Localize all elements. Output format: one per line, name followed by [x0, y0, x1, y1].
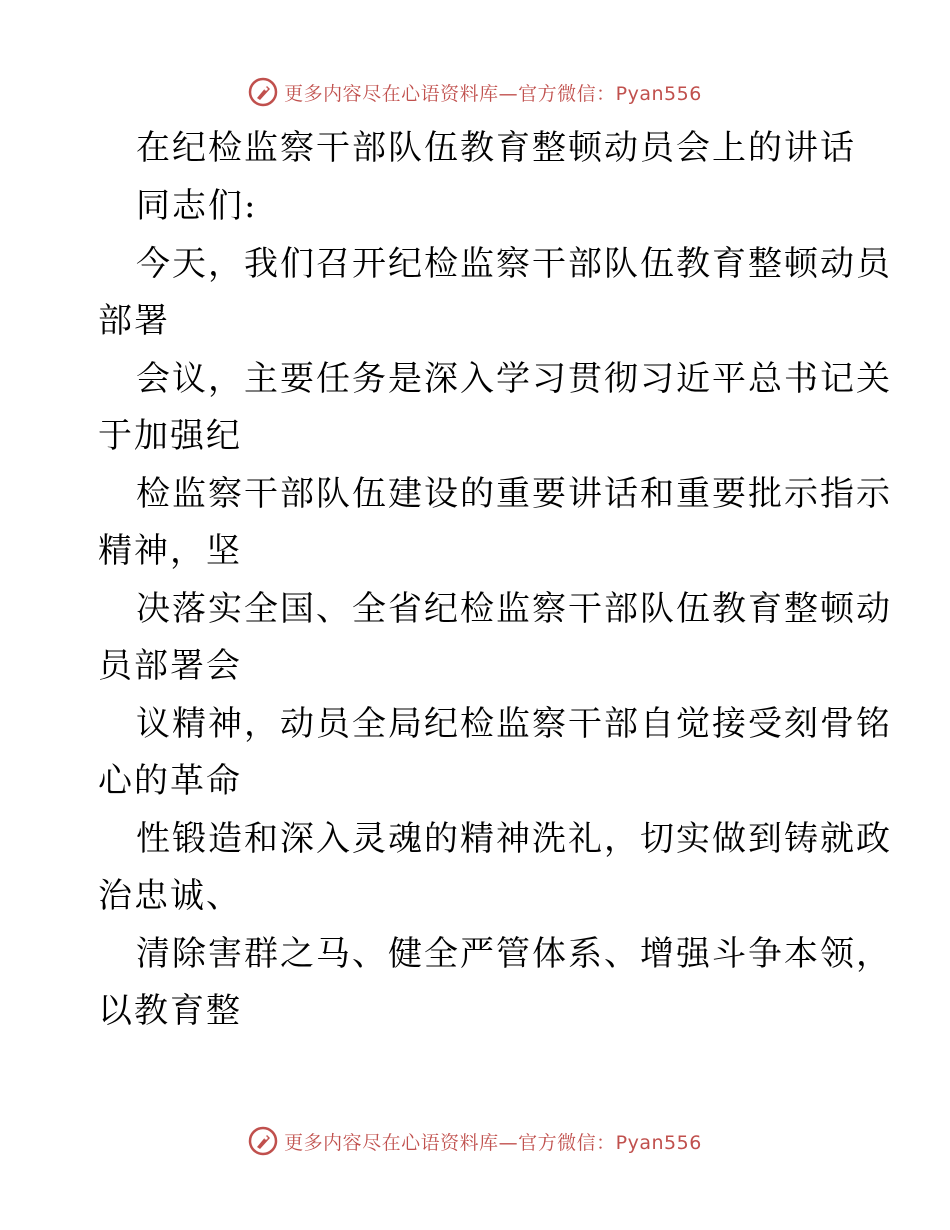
- footer-banner: [0, 1121, 950, 1161]
- paragraph-line: 今天，我们召开纪检监察干部队伍教育整顿动员: [136, 244, 892, 284]
- document-title: 在纪检监察干部队伍教育整顿动员会上的讲话: [136, 128, 856, 168]
- header-banner-text: 更多内容尽在心语资料库—官方微信：Pyan556: [284, 82, 702, 105]
- paragraph-line: 会议，主要任务是深入学习贯彻习近平总书记关: [136, 359, 892, 399]
- footer-banner-text: 更多内容尽在心语资料库—官方微信：Pyan556: [284, 1131, 702, 1154]
- salutation: 同志们:: [136, 186, 258, 226]
- paragraph-line: 检监察干部队伍建设的重要讲话和重要批示指示: [136, 474, 892, 514]
- paragraph-line: 部署: [98, 301, 170, 341]
- paragraph-line: 议精神，动员全局纪检监察干部自觉接受刻骨铭: [136, 704, 892, 744]
- paragraph-line: 治忠诚、: [98, 876, 242, 916]
- paragraph-line: 清除害群之马、健全严管体系、增强斗争本领，: [136, 934, 892, 974]
- pen-nib-logo-icon: [248, 1126, 278, 1156]
- paragraph-line: 决落实全国、全省纪检监察干部队伍教育整顿动: [136, 589, 892, 629]
- paragraph-line: 以教育整: [98, 991, 242, 1031]
- paragraph-line: 性锻造和深入灵魂的精神洗礼，切实做到铸就政: [136, 819, 892, 859]
- paragraph-line: 精神，坚: [98, 531, 242, 571]
- paragraph-line: 心的革命: [98, 761, 242, 801]
- paragraph-line: 员部署会: [98, 646, 242, 686]
- paragraph-line: 于加强纪: [98, 416, 242, 456]
